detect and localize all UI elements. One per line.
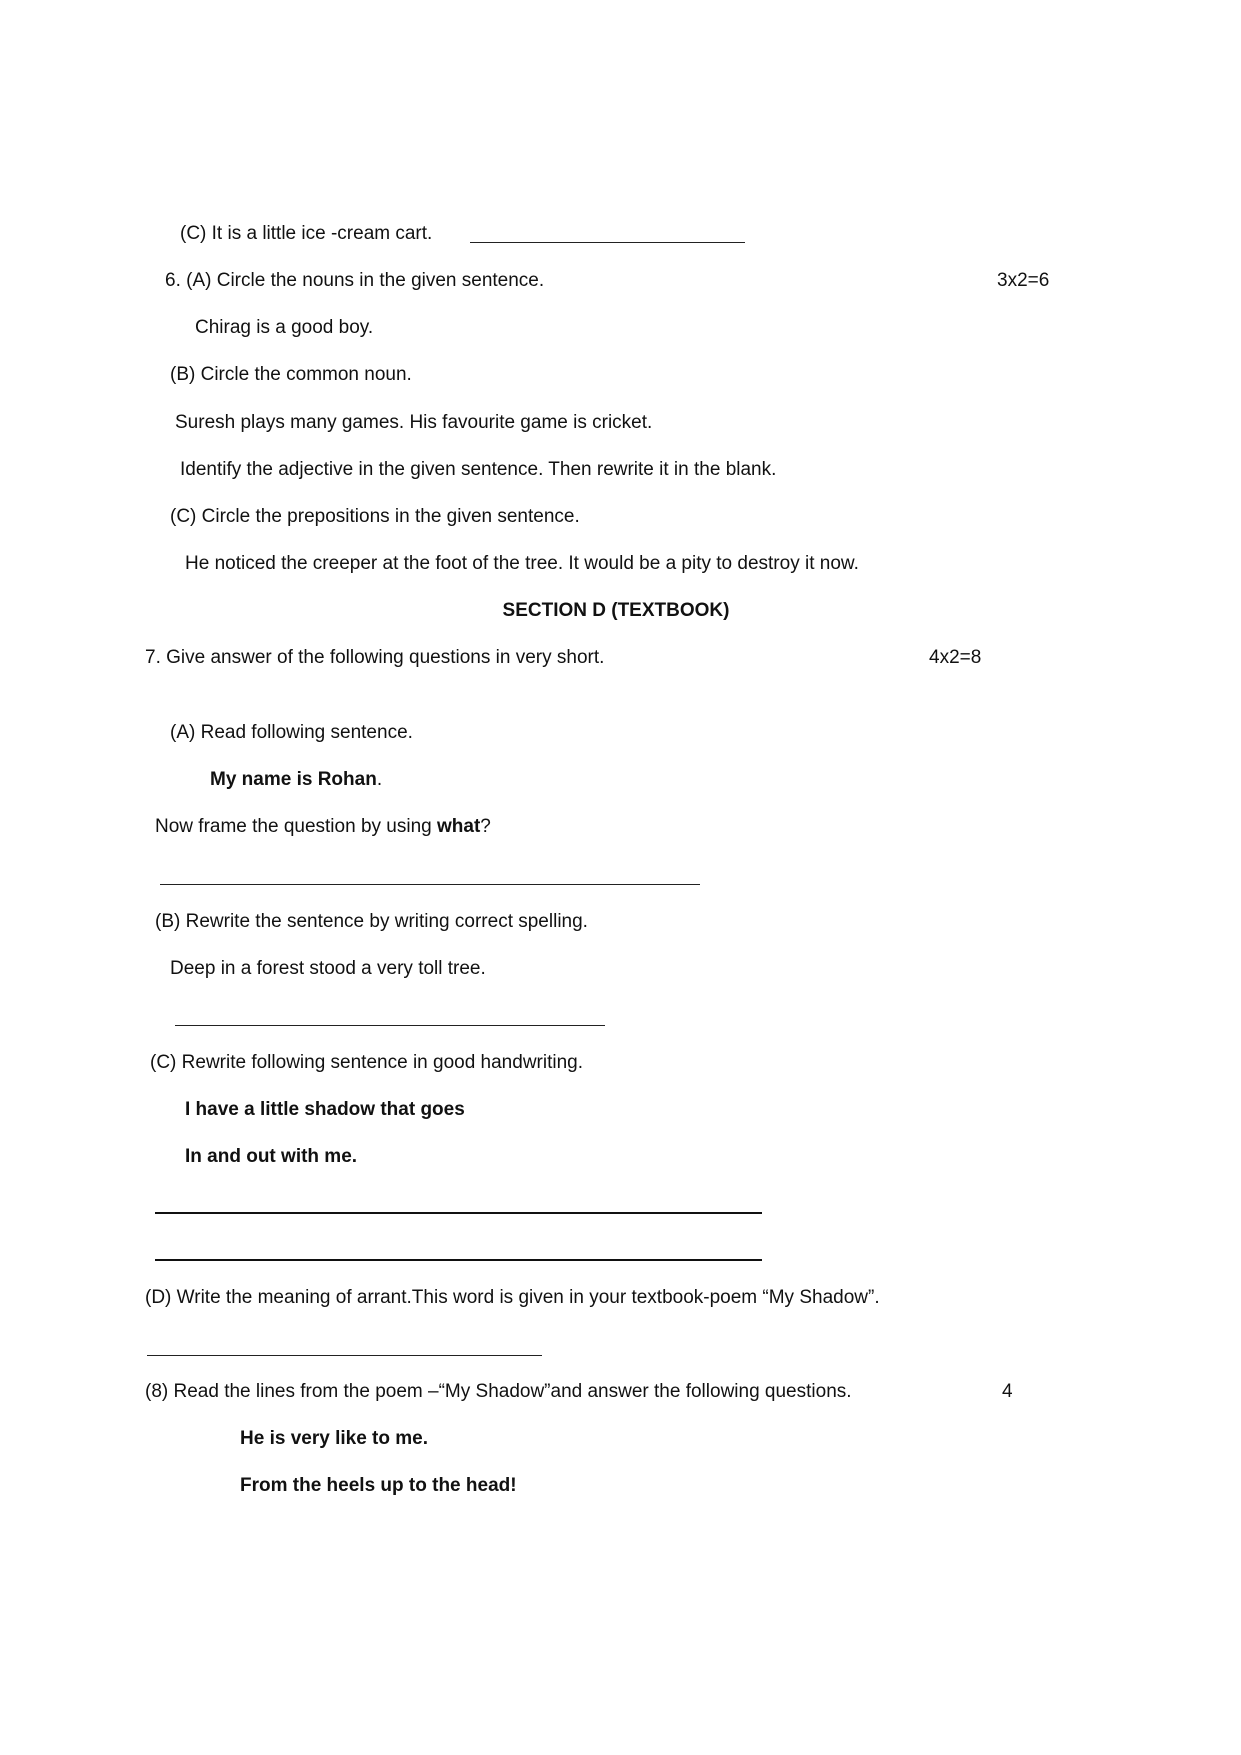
q7-a-sentence: My name is Rohan — [210, 769, 377, 790]
q7-a-sentence-wrap — [210, 768, 382, 792]
q7-b-answer-blank[interactable] — [175, 1025, 605, 1026]
q5-c-text: (C) It is a little ice -cream cart. — [180, 223, 433, 244]
q7-a-title: (A) Read following sentence. — [170, 722, 413, 743]
q7-a-prompt — [155, 815, 491, 839]
q8-marks: 4 — [1002, 1381, 1013, 1402]
q7-a-prompt-bold: what — [437, 816, 481, 837]
q6-b-note: Identify the adjective in the given sentence. Then rewrite it in the blank. — [180, 459, 777, 480]
q7-b-title: (B) Rewrite the sentence by writing correct spelling. — [155, 911, 588, 932]
q6-b-title: (B) Circle the common noun. — [170, 364, 412, 385]
q7-a-sentence-end: . — [376, 769, 383, 790]
q7-c-line1: I have a little shadow that goes — [185, 1099, 465, 1120]
q7-a-prompt-pre: Now frame the question by using — [155, 816, 437, 837]
q8-line2: From the heels up to the head! — [240, 1475, 517, 1496]
q5-c-answer-blank[interactable] — [470, 242, 745, 243]
q7-a-prompt-post: ? — [480, 816, 491, 837]
q7-c-answer-blank-2[interactable] — [155, 1259, 762, 1261]
q7-marks: 4x2=8 — [929, 647, 982, 668]
q6-b-sentence: Suresh plays many games. His favourite game is cricket. — [175, 412, 653, 433]
q6-c-title: (C) Circle the prepositions in the given sentence. — [170, 506, 580, 527]
q7-title: 7. Give answer of the following questions in very short. — [145, 647, 605, 668]
q7-c-title: (C) Rewrite following sentence in good handwriting. — [150, 1052, 584, 1073]
section-d-heading: SECTION D (TEXTBOOK) — [502, 600, 730, 621]
q7-c-line2: In and out with me. — [185, 1146, 358, 1167]
q6-c-sentence: He noticed the creeper at the foot of the tree. It would be a pity to destroy it now. — [185, 553, 859, 574]
q7-b-sentence: Deep in a forest stood a very toll tree. — [170, 958, 486, 979]
q7-c-answer-blank-1[interactable] — [155, 1212, 762, 1214]
q6-a-sentence: Chirag is a good boy. — [195, 317, 374, 338]
q7-a-answer-blank[interactable] — [160, 884, 700, 885]
q7-d-answer-blank[interactable] — [147, 1355, 542, 1356]
q8-title: (8) Read the lines from the poem –“My Shadow”and answer the following questions. — [145, 1381, 852, 1402]
q8-line1: He is very like to me. — [240, 1428, 428, 1449]
q7-d-text: (D) Write the meaning of arrant.This word is given in your textbook-poem “My Shadow”. — [145, 1287, 880, 1308]
q6-title: 6. (A) Circle the nouns in the given sentence. — [165, 270, 545, 291]
q6-marks: 3x2=6 — [997, 270, 1050, 291]
